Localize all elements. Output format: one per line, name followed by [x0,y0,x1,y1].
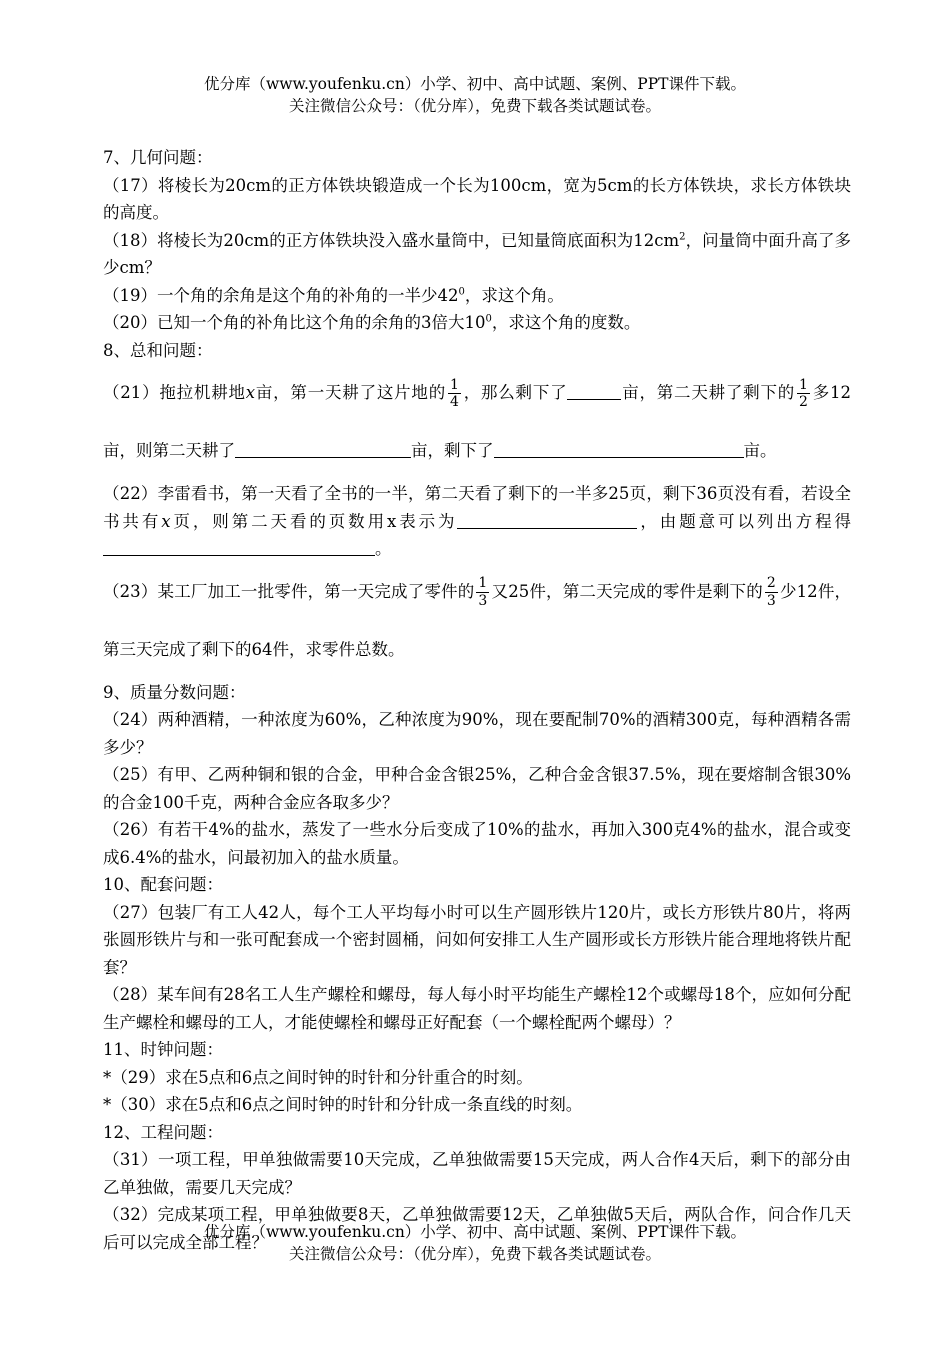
problem-21-text-f: 亩，剩下了 [411,441,494,460]
problem-22 [103,480,851,563]
problem-18-superscript: 2 [679,231,686,242]
page-header [0,73,950,117]
problem-19-superscript: 0 [458,286,465,297]
answer-blank[interactable] [567,382,621,400]
problem-21-text-e: 多12亩，则第二天耕了 [103,383,852,460]
fraction-two-thirds [765,575,778,608]
section-heading-9: 9、质量分数问题： [103,682,246,702]
variable-x: x [161,511,171,531]
page-footer [0,1221,950,1265]
answer-blank[interactable] [494,440,744,458]
problem-22-text-a: （22）李雷看书，第一天看了全书的一半，第二天看了剩下的一半多25页，剩下36页没有看，若设全书共有 [103,484,851,531]
problem-21-text-d: 亩，第二天耕了剩下的 [621,383,796,402]
problem-31: （31）一项工程，甲单独做需要10天完成，乙单独做需要15天完成，两人合作4天后，剩下的部分由乙单独做，需要几天完成？ [103,1150,851,1197]
answer-blank[interactable] [103,538,375,556]
problem-23-text-a: （23）某工厂加工一批零件，第一天完成了零件的 [103,581,475,601]
problem-20-superscript: 0 [485,313,492,325]
fraction-numerator: 1 [478,575,488,592]
problem-29: *（29）求在5点和6点之间时钟的时针和分针重合的时刻。 [103,1067,533,1087]
problem-24: （24）两种酒精，一种浓度为60%，乙种浓度为90%，现在要配制70%的酒精300克，每种酒精各需多少？ [103,710,851,757]
problem-30: *（30）求在5点和6点之间时钟的时针和分针成一条直线的时刻。 [103,1095,583,1114]
fraction-one-half [797,377,810,410]
header-line-2: 关注微信公众号：（优分库），免费下载各类试题试卷。 [288,97,661,115]
problem-21-text-c: ，那么剩下了 [462,383,568,402]
problem-22-text-b: 页，则第二天看的页数用x表示为 [170,511,458,531]
section-heading-8: 8、总和问题： [103,340,213,360]
variable-x: x [245,383,256,402]
problem-22-text-d: 。 [375,539,392,558]
problem-25: （25）有甲、乙两种铜和银的合金，甲种合金含银25%，乙种合金含银37.5%，现在要熔制含银30%的合金100千克，两种合金应各取多少？ [103,765,851,812]
problem-19 [103,282,851,310]
problem-17: （17）将棱长为20cm的正方体铁块锻造成一个长为100cm，宽为5cm的长方体铁块，求长方体铁块的高度。 [103,175,851,222]
problem-27: （27）包装厂有工人42人，每个工人平均每小时可以生产圆形铁片120片，或长方形铁片80片，将两张圆形铁片与和一张可配套成一个密封圆桶，问如何安排工人生产圆形或长方形铁片能合理地将铁片配套？ [103,902,851,977]
section-heading-7: 7、几何问题： [103,148,213,167]
problem-21-text-g: 亩。 [743,441,777,460]
footer-line-1: 优分库（www.youfenku.cn）小学、初中、高中试题、案例、PPT课件下载。 [203,1223,747,1241]
footer-line-2: 关注微信公众号：（优分库），免费下载各类试题试卷。 [288,1245,661,1263]
problem-23-text-b: 又25件，第二天完成的零件是剩下的 [491,581,763,601]
problem-19-text-a: （19）一个角的余角是这个角的补角的一半少42 [103,285,459,305]
problem-21-text-b: 亩，第一天耕了这片地的 [255,383,446,402]
problem-21-text-a: （21）拖拉机耕地 [103,383,246,402]
problem-18-text-b: ，问量筒中面升高了多少cm？ [103,230,851,277]
problem-20-text-b: ，求这个角的度数。 [491,313,641,332]
problem-28: （28）某车间有28名工人生产螺栓和螺母，每人每小时平均能生产螺栓12个或螺母18个，应如何分配生产螺栓和螺母的工人，才能使螺栓和螺母正好配套（一个螺栓配两个螺母）？ [103,985,851,1032]
document-body [103,144,851,1256]
fraction-numerator: 1 [799,376,808,393]
problem-23 [103,563,851,679]
problem-22-text-c: ，由题意可以列出方程得 [637,511,852,531]
section-heading-11: 11、时钟问题： [103,1040,223,1059]
fraction-numerator: 2 [766,575,776,592]
fraction-numerator: 1 [449,376,459,393]
answer-blank[interactable] [457,511,637,529]
header-line-1: 优分库（www.youfenku.cn）小学、初中、高中试题、案例、PPT课件下载。 [203,75,747,93]
problem-18 [103,227,851,282]
fraction-denominator: 3 [478,592,488,609]
fraction-one-quarter [448,377,461,410]
problem-20-text-a: （20）已知一个角的补角比这个角的余角的3倍大10 [103,313,486,332]
problem-20 [103,309,851,337]
problem-23-text-c: 少12件，第三天完成了剩下的64件，求零件总数。 [103,581,852,659]
fraction-denominator: 3 [766,592,776,609]
problem-19-text-b: ，求这个角。 [464,285,564,305]
fraction-denominator: 2 [799,394,808,410]
fraction-denominator: 4 [449,394,459,410]
section-heading-10: 10、配套问题： [103,875,223,894]
problem-32: （32）完成某项工程，甲单独做要8天，乙单独做需要12天，乙单独做5天后，两队合作，问合作几天后可以完成全部工程？ [103,1205,851,1252]
fraction-one-third [476,575,489,608]
problem-21 [103,364,851,480]
section-heading-12: 12、工程问题： [103,1122,223,1142]
problem-18-text-a: （18）将棱长为20cm的正方体铁块没入盛水量筒中，已知量筒底面积为12cm [103,230,680,250]
problem-26: （26）有若干4%的盐水，蒸发了一些水分后变成了10%的盐水，再加入300克4%的盐水，混合或变成6.4%的盐水，问最初加入的盐水质量。 [103,820,851,867]
answer-blank[interactable] [235,440,411,458]
